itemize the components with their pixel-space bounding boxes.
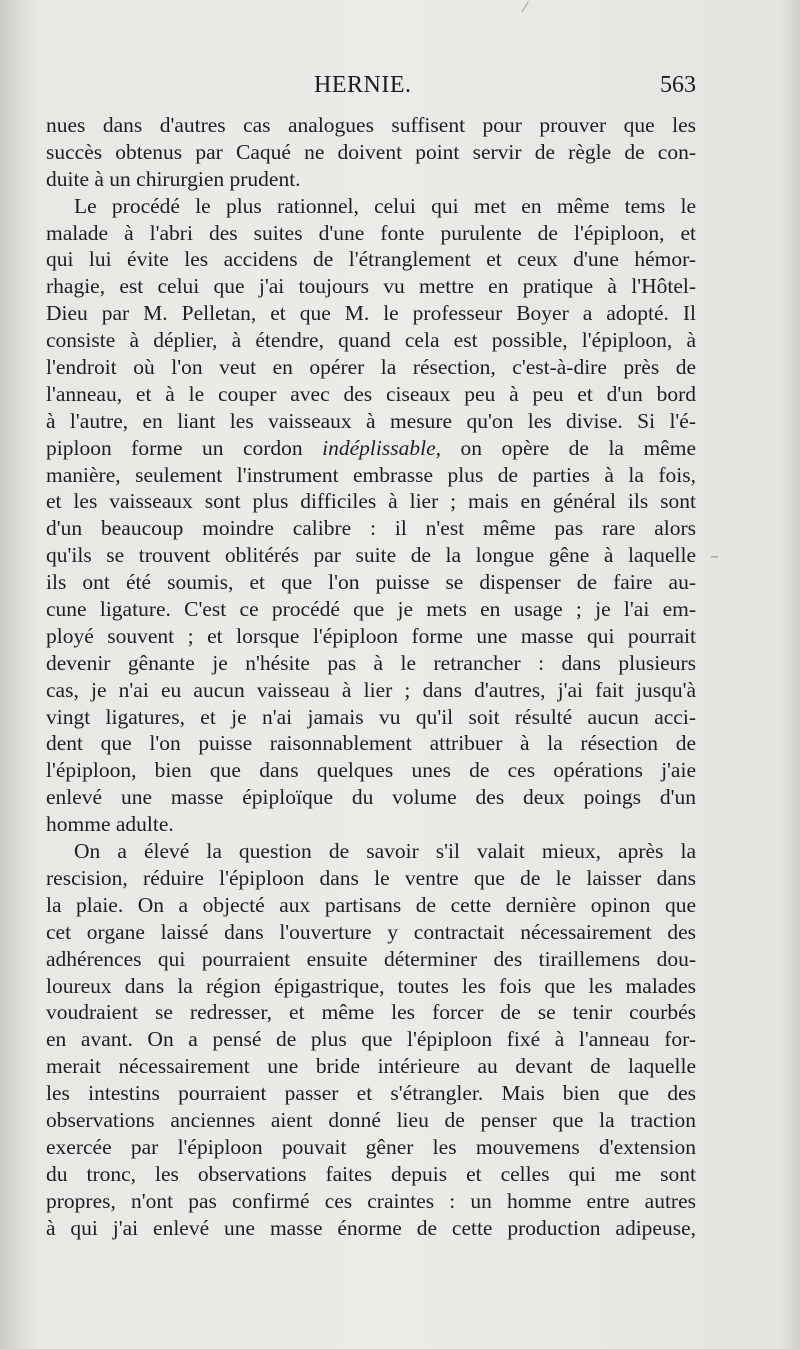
text-line: la plaie. On a objecté aux partisans de cette dernière opinon que xyxy=(46,892,696,917)
text-line: observations anciennes aient donné lieu de penser que la traction xyxy=(46,1107,696,1132)
body-text xyxy=(46,112,696,1241)
text-line: merait nécessairement une bride intérieure au devant de laquelle xyxy=(46,1054,696,1079)
text-line: adhérences qui pourraient ensuite déterminer des tiraillemens dou- xyxy=(46,946,696,971)
text-line: cune ligature. C'est ce procédé que je mets en usage ; je l'ai em- xyxy=(46,597,696,622)
text-line: enlevé une masse épiploïque du volume des deux poings d'un xyxy=(46,785,696,810)
italic-term: indéplissable xyxy=(322,435,436,460)
text-line: loureux dans la région épigastrique, toutes les fois que les malades xyxy=(46,973,696,998)
text-line: les intestins pourraient passer et s'étrangler. Mais bien que des xyxy=(46,1081,696,1106)
text-line: ployé souvent ; et lorsque l'épiploon forme une masse qui pourrait xyxy=(46,623,696,648)
text-line: exercée par l'épiploon pouvait gêner les mouvemens d'extension xyxy=(46,1134,696,1159)
text-line: cas, je n'ai eu aucun vaisseau à lier ; dans d'autres, j'ai fait jusqu'à xyxy=(46,677,696,702)
text-line: qui lui évite les accidens de l'étranglement et ceux d'une hémor- xyxy=(46,247,696,272)
text-line: duite à un chirurgien prudent. xyxy=(46,166,301,191)
text-line: et les vaisseaux sont plus difficiles à lier ; mais en général ils sont xyxy=(46,489,696,514)
text-line: voudraient se redresser, et même les forcer de se tenir courbés xyxy=(46,1000,696,1025)
text-line: ils ont été soumis, et que l'on puisse se dispenser de faire au- xyxy=(46,570,696,595)
text-line: succès obtenus par Caqué ne doivent point servir de règle de con- xyxy=(46,139,696,164)
text-line: devenir gênante je n'hésite pas à le retrancher : dans plusieurs xyxy=(46,650,696,675)
paragraph-first-line: Le procédé le plus rationnel, celui qui met en même tems le xyxy=(74,193,696,218)
text-line: homme adulte. xyxy=(46,812,174,837)
page-header xyxy=(46,72,696,106)
text-line: rescision, réduire l'épiploon dans le ventre que de le laisser dans xyxy=(46,865,696,890)
text-line: vingt ligatures, et je n'ai jamais vu qu'il soit résulté aucun acci- xyxy=(46,704,696,729)
text-line: à qui j'ai enlevé une masse énorme de cette production adipeuse, xyxy=(46,1215,696,1240)
margin-ink-mark: – xyxy=(710,546,719,567)
text-line: Dieu par M. Pelletan, et que M. le professeur Boyer a adopté. Il xyxy=(46,301,696,326)
text-line: propres, n'ont pas confirmé ces craintes : un homme entre autres xyxy=(46,1188,696,1213)
text-line: dent que l'on puisse raisonnablement attribuer à la résection de xyxy=(46,731,696,756)
text-line: piploon forme un cordon indéplissable, on opère de la même xyxy=(46,435,696,460)
text-line: en avant. On a pensé de plus que l'épiploon fixé à l'anneau for- xyxy=(46,1027,696,1052)
text-line: rhagie, est celui que j'ai toujours vu mettre en pratique à l'Hôtel- xyxy=(46,274,696,299)
running-head: HERNIE. xyxy=(314,72,412,98)
paragraph-first-line: On a élevé la question de savoir s'il valait mieux, après la xyxy=(74,839,696,864)
text-line: à l'autre, en liant les vaisseaux à mesure qu'on les divise. Si l'é- xyxy=(46,408,696,433)
text-line: malade à l'abri des suites d'une fonte purulente de l'épiploon, et xyxy=(46,220,696,245)
text-line: l'endroit où l'on veut en opérer la résection, c'est-à-dire près de xyxy=(46,355,696,380)
text-line: d'un beaucoup moindre calibre : il n'est même pas rare alors xyxy=(46,516,696,541)
text-line: du tronc, les observations faites depuis et celles qui me sont xyxy=(46,1161,696,1186)
text-line: l'anneau, et à le couper avec des ciseaux peu à peu et d'un bord xyxy=(46,381,696,406)
text-line: qu'ils se trouvent oblitérés par suite de la longue gêne à laquelle xyxy=(46,543,696,568)
text-line: l'épiploon, bien que dans quelques unes de ces opérations j'aie xyxy=(46,758,696,783)
text-line: cet organe laissé dans l'ouverture y contractait nécessairement des xyxy=(46,919,696,944)
page-number: 563 xyxy=(660,72,696,98)
text-line: manière, seulement l'instrument embrasse plus de parties à la fois, xyxy=(46,462,696,487)
top-ink-mark: ⁄ xyxy=(524,0,527,16)
text-line: nues dans d'autres cas analogues suffisent pour prouver que les xyxy=(46,113,696,137)
text-line: consiste à déplier, à étendre, quand cela est possible, l'épiploon, à xyxy=(46,328,696,353)
